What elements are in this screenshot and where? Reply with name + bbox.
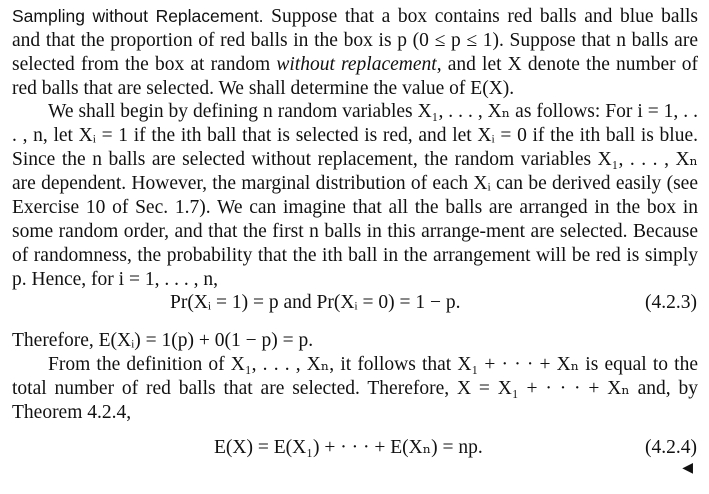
paragraph-definition: We shall begin by defining n random variables X₁, . . . , Xₙ as follows: For i = 1, . . . , n, let Xᵢ = 1 if the ith ball that is selected is red, and let Xᵢ = 0 if the ith ball is blue. Since the n balls are selected without replacement, the random variables X₁, . . . , Xₙ are dependent. However, the marginal distribution of each Xᵢ can be derived easily (see Exercise 10 of Sec. 1.7). We can imagine that all the balls are arranged in the box in some random order, and that the first n balls in this arrange-ment are selected. Because of randomness, the probability that the ith ball in the arrangement will be red is simply p. Hence, for i = 1, . . . , n,	[12, 101, 698, 290]
paragraph-sum: From the definition of X₁, . . . , Xₙ, it follows that X₁ + · · · + Xₙ is equal to the total number of red balls that are selected. Therefore, X = X₁ + · · · + Xₙ and, by Theorem 4.2.4,	[12, 354, 698, 423]
equation-number: (4.2.4)	[645, 437, 697, 458]
equation-4-2-4	[0, 436, 709, 462]
paragraph-intro	[12, 4, 698, 101]
equation-number: (4.2.3)	[645, 292, 697, 313]
intro-text: Suppose that a box contains red balls and blue balls and that the proportion of red balls in the box is p (0 ≤ p ≤ 1). Suppose that n balls are selected from the box at random	[12, 6, 698, 75]
intro-text-rest: , and let X denote the number of red balls that are selected. We shall determine the value of E(X).	[12, 54, 698, 99]
equation-body: E(X) = E(X₁) + · · · + E(Xₙ) = np.	[214, 437, 483, 458]
paragraph-expectation: Therefore, E(Xᵢ) = 1(p) + 0(1 − p) = p.	[12, 330, 314, 351]
end-of-example-marker-icon: ◀	[682, 460, 693, 476]
section-heading: Sampling without Replacement.	[12, 6, 264, 26]
emphasis-text: without replacement	[276, 54, 437, 75]
equation-4-2-3	[0, 291, 709, 317]
equation-body: Pr(Xᵢ = 1) = p and Pr(Xᵢ = 0) = 1 − p.	[170, 292, 461, 313]
